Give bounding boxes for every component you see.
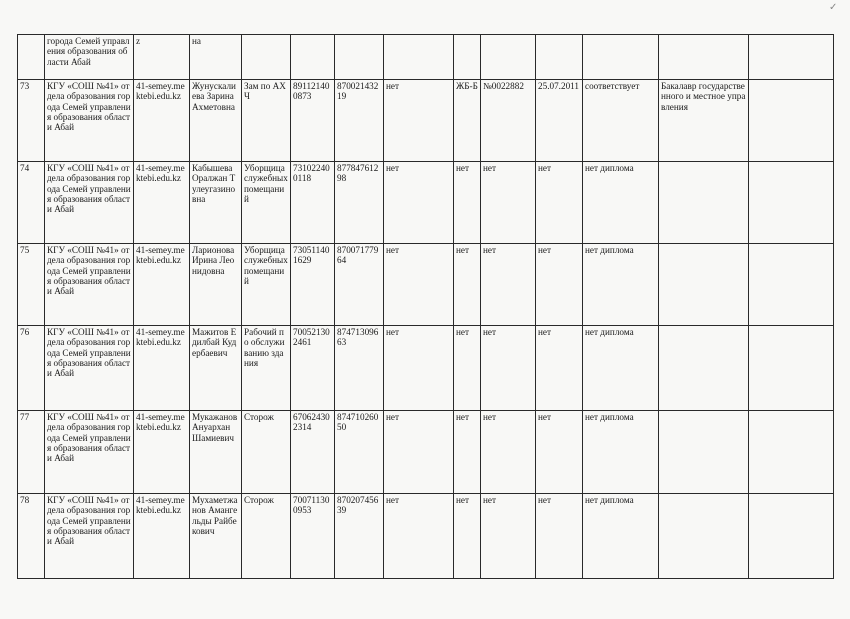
- cell-col13: [659, 411, 749, 494]
- cell-phone: 87784761298: [335, 162, 384, 244]
- cell-phone: 87007177964: [335, 244, 384, 326]
- cell-org: КГУ «СОШ №41» отдела образования города Семей управления образования области Абай: [45, 326, 134, 411]
- cell-col9: нет: [454, 411, 481, 494]
- cell-col8: нет: [384, 244, 454, 326]
- cell-site: 41-semey.mektebi.edu.kz: [134, 326, 190, 411]
- cell-name: Ларионова Ирина Леонидовна: [190, 244, 242, 326]
- cell-position: Сторож: [242, 411, 291, 494]
- cell-col10: нет: [481, 326, 536, 411]
- cell-iin: 730511401629: [291, 244, 335, 326]
- cell-site: 41-semey.mektebi.edu.kz: [134, 244, 190, 326]
- scan-mark: ✓: [829, 2, 838, 13]
- cell-org: КГУ «СОШ №41» отдела образования города Семей управления образования области Абай: [45, 80, 134, 162]
- cell-col14: [749, 80, 834, 162]
- table-row: [18, 494, 834, 579]
- cell-col9: нет: [454, 162, 481, 244]
- cell-position: Уборщица служебных помещаний: [242, 162, 291, 244]
- cell-site: z: [134, 35, 190, 80]
- cell-site: 41-semey.mektebi.edu.kz: [134, 80, 190, 162]
- cell-site: 41-semey.mektebi.edu.kz: [134, 494, 190, 579]
- table-row: [18, 244, 834, 326]
- cell-iin: 700521302461: [291, 326, 335, 411]
- cell-col13: Бакалавр государственного и местное управления: [659, 80, 749, 162]
- cell-name: Мукажанов Ануархан Шамиевич: [190, 411, 242, 494]
- cell-site: 41-semey.mektebi.edu.kz: [134, 162, 190, 244]
- cell-org: КГУ «СОШ №41» отдела образования города Семей управления образования области Абай: [45, 244, 134, 326]
- cell-col9: нет: [454, 326, 481, 411]
- cell-phone: 87471309663: [335, 326, 384, 411]
- cell-num: [18, 35, 45, 80]
- cell-col14: [749, 411, 834, 494]
- cell-org: КГУ «СОШ №41» отдела образования города Семей управления образования области Абай: [45, 411, 134, 494]
- cell-col13: [659, 326, 749, 411]
- cell-num: 78: [18, 494, 45, 579]
- cell-col9: нет: [454, 494, 481, 579]
- cell-num: 75: [18, 244, 45, 326]
- cell-num: 76: [18, 326, 45, 411]
- cell-phone: 87020745639: [335, 494, 384, 579]
- cell-col10: нет: [481, 411, 536, 494]
- cell-col11: нет: [536, 162, 583, 244]
- cell-position: Зам по АХЧ: [242, 80, 291, 162]
- cell-col12: нет диплома: [583, 326, 659, 411]
- cell-org: КГУ «СОШ №41» отдела образования города Семей управления образования области Абай: [45, 494, 134, 579]
- cell-name: Кабышева Оралжан Тулеугазиновна: [190, 162, 242, 244]
- cell-col14: [749, 326, 834, 411]
- cell-col14: [749, 494, 834, 579]
- cell-col14: [749, 162, 834, 244]
- cell-iin: 731022400118: [291, 162, 335, 244]
- cell-col13: [659, 494, 749, 579]
- cell-name: Мухаметжанов Амангельды Райбекович: [190, 494, 242, 579]
- cell-name: Мажитов Едилбай Кудербаевич: [190, 326, 242, 411]
- cell-col11: 25.07.2011: [536, 80, 583, 162]
- cell-col11: нет: [536, 411, 583, 494]
- cell-col11: нет: [536, 326, 583, 411]
- cell-col12: нет диплома: [583, 244, 659, 326]
- staff-table: [17, 34, 834, 579]
- cell-site: 41-semey.mektebi.edu.kz: [134, 411, 190, 494]
- cell-iin: 700711300953: [291, 494, 335, 579]
- cell-col8: нет: [384, 411, 454, 494]
- cell-col9: ЖБ-Б: [454, 80, 481, 162]
- cell-col12: нет диплома: [583, 494, 659, 579]
- cell-iin: 670624302314: [291, 411, 335, 494]
- cell-col10: нет: [481, 162, 536, 244]
- cell-name: Жунускалиева Зарина Ахметовна: [190, 80, 242, 162]
- cell-col11: нет: [536, 244, 583, 326]
- table-row: [18, 80, 834, 162]
- cell-col10: №0022882: [481, 80, 536, 162]
- cell-col13: [659, 162, 749, 244]
- cell-col8: нет: [384, 494, 454, 579]
- cell-col14: [749, 244, 834, 326]
- cell-org: города Семей управления образования области Абай: [45, 35, 134, 80]
- cell-col10: нет: [481, 244, 536, 326]
- cell-org: КГУ «СОШ №41» отдела образования города Семей управления образования области Абай: [45, 162, 134, 244]
- table-row: [18, 411, 834, 494]
- cell-position: Сторож: [242, 494, 291, 579]
- table-row: [18, 162, 834, 244]
- cell-num: 73: [18, 80, 45, 162]
- cell-col9: нет: [454, 244, 481, 326]
- table-row: [18, 35, 834, 80]
- cell-phone: 87471026050: [335, 411, 384, 494]
- cell-name: на: [190, 35, 242, 80]
- cell-num: 77: [18, 411, 45, 494]
- cell-col12: нет диплома: [583, 162, 659, 244]
- cell-col12: соответствует: [583, 80, 659, 162]
- cell-col12: нет диплома: [583, 411, 659, 494]
- cell-num: 74: [18, 162, 45, 244]
- cell-col13: [659, 244, 749, 326]
- cell-col8: нет: [384, 80, 454, 162]
- cell-iin: 891121400873: [291, 80, 335, 162]
- cell-col8: нет: [384, 162, 454, 244]
- cell-phone: 87002143219: [335, 80, 384, 162]
- cell-col11: нет: [536, 494, 583, 579]
- cell-col8: нет: [384, 326, 454, 411]
- table-row: [18, 326, 834, 411]
- cell-col10: нет: [481, 494, 536, 579]
- cell-position: Уборщица служебных помещаний: [242, 244, 291, 326]
- cell-position: Рабочий по обслуживанию здания: [242, 326, 291, 411]
